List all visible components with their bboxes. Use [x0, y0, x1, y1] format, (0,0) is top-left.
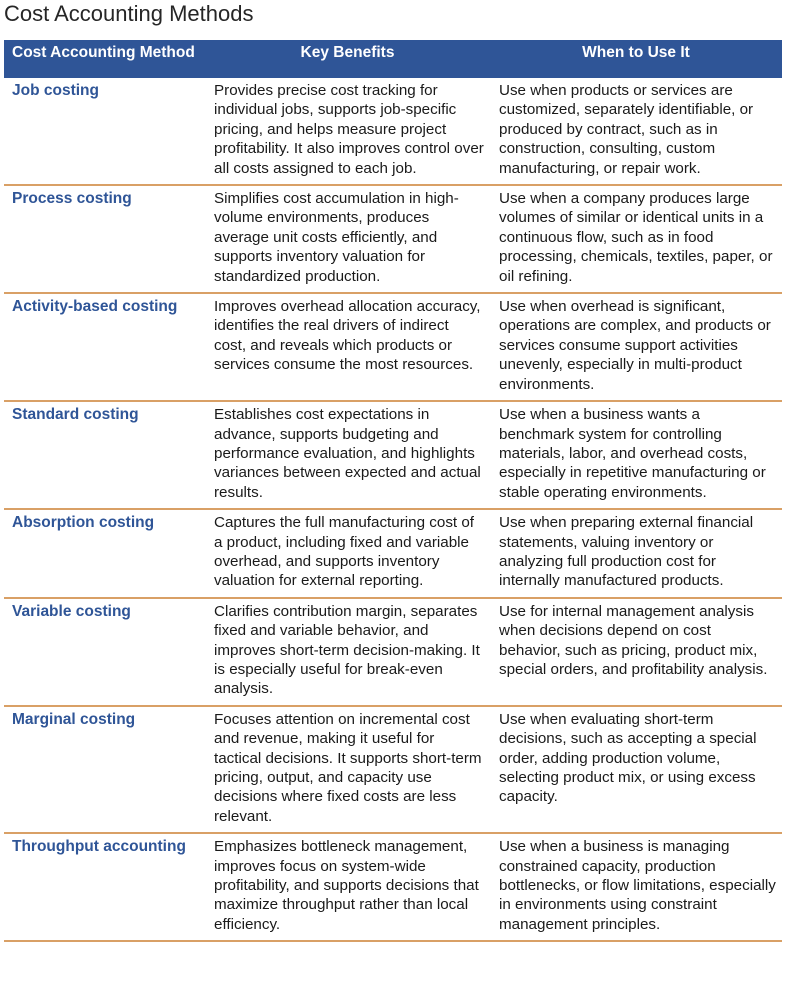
method-name: Activity-based costing	[4, 293, 205, 401]
method-name: Marginal costing	[4, 706, 205, 833]
table-row	[4, 833, 782, 941]
when-to-use: Use when a business wants a benchmark system for controlling materials, labor, and overhead costs, especially in repetitive manufacturing or stable operating environments.	[490, 401, 782, 509]
method-name: Process costing	[4, 185, 205, 293]
table-row	[4, 509, 782, 598]
table-row	[4, 598, 782, 706]
header-benefits: Key Benefits	[205, 40, 490, 78]
key-benefits: Focuses attention on incremental cost and revenue, making it useful for tactical decisions. It supports short-term pricing, output, and capacity use decisions where fixed costs are less relevant.	[205, 706, 490, 833]
key-benefits: Establishes cost expectations in advance, supports budgeting and performance evaluation, and highlights variances between expected and actual results.	[205, 401, 490, 509]
page-title: Cost Accounting Methods	[4, 1, 254, 26]
key-benefits: Provides precise cost tracking for individual jobs, supports job-specific pricing, and helps measure project profitability. It also improves control over all costs assigned to each job.	[205, 78, 490, 185]
table-row	[4, 706, 782, 833]
table-row	[4, 293, 782, 401]
when-to-use: Use when a company produces large volumes of similar or identical units in a continuous flow, such as in food processing, chemicals, textiles, paper, or oil refining.	[490, 185, 782, 293]
key-benefits: Improves overhead allocation accuracy, identifies the real drivers of indirect cost, and reveals which products or services consume the most resources.	[205, 293, 490, 401]
table-row	[4, 401, 782, 509]
when-to-use: Use when evaluating short-term decisions, such as accepting a special order, adding production volume, selecting product mix, or using excess capacity.	[490, 706, 782, 833]
when-to-use: Use when preparing external financial statements, valuing inventory or analyzing full production cost for internally manufactured products.	[490, 509, 782, 598]
when-to-use: Use when overhead is significant, operations are complex, and products or services consume support activities unevenly, especially in multi-product environments.	[490, 293, 782, 401]
header-when: When to Use It	[490, 40, 782, 78]
header-method: Cost Accounting Method	[4, 40, 205, 78]
method-name: Job costing	[4, 78, 205, 185]
key-benefits: Simplifies cost accumulation in high-volume environments, produces average unit costs efficiently, and supports inventory valuation for standardized production.	[205, 185, 490, 293]
key-benefits: Emphasizes bottleneck management, improves focus on system-wide profitability, and supports decisions that maximize throughput rather than local efficiency.	[205, 833, 490, 941]
method-name: Standard costing	[4, 401, 205, 509]
method-name: Throughput accounting	[4, 833, 205, 941]
method-name: Absorption costing	[4, 509, 205, 598]
method-name: Variable costing	[4, 598, 205, 706]
table-header-row	[4, 40, 782, 78]
cost-methods-table	[4, 40, 782, 942]
key-benefits: Captures the full manufacturing cost of a product, including fixed and variable overhead, and supports inventory valuation for external reporting.	[205, 509, 490, 598]
when-to-use: Use for internal management analysis when decisions depend on cost behavior, such as pricing, product mix, special orders, and profitability analysis.	[490, 598, 782, 706]
table-row	[4, 185, 782, 293]
table-row	[4, 78, 782, 185]
when-to-use: Use when a business is managing constrained capacity, production bottlenecks, or flow limitations, especially in environments using constraint management principles.	[490, 833, 782, 941]
when-to-use: Use when products or services are customized, separately identifiable, or produced by contract, such as in construction, consulting, custom manufacturing, or repair work.	[490, 78, 782, 185]
key-benefits: Clarifies contribution margin, separates fixed and variable behavior, and improves short-term decision-making. It is especially useful for break-even analysis.	[205, 598, 490, 706]
